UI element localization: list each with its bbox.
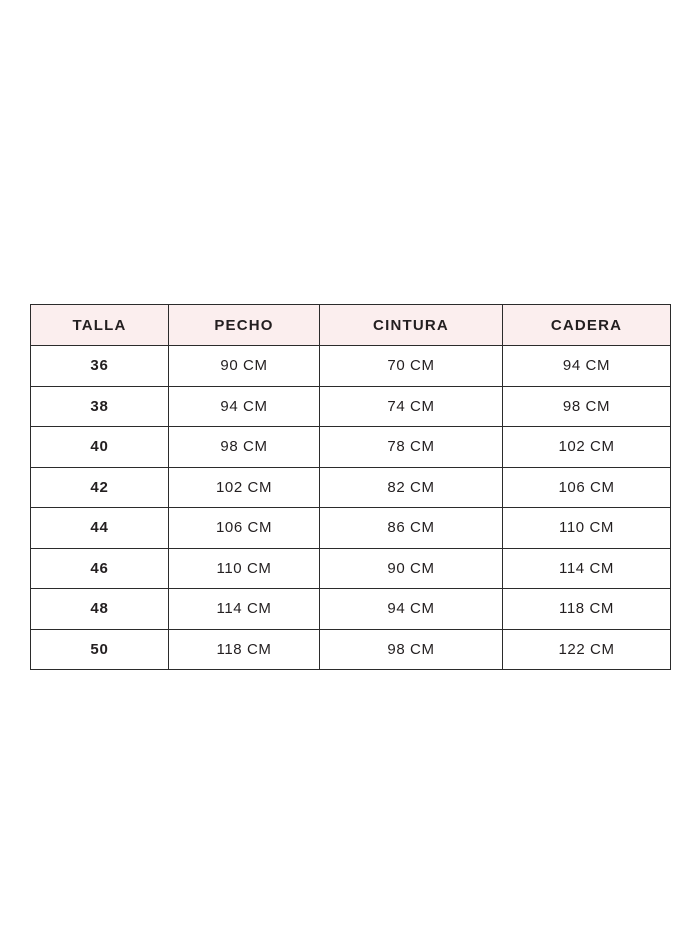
cell-talla: 44 xyxy=(31,508,169,549)
cell-pecho: 90 CM xyxy=(169,346,320,387)
size-chart-table xyxy=(30,304,671,670)
cell-cadera: 102 CM xyxy=(503,427,671,468)
cell-cintura: 98 CM xyxy=(320,629,503,670)
cell-pecho: 110 CM xyxy=(169,548,320,589)
table-row xyxy=(31,508,671,549)
cell-cintura: 82 CM xyxy=(320,467,503,508)
cell-cintura: 78 CM xyxy=(320,427,503,468)
table-header-row xyxy=(31,305,671,346)
cell-pecho: 102 CM xyxy=(169,467,320,508)
cell-cadera: 122 CM xyxy=(503,629,671,670)
table-row xyxy=(31,346,671,387)
cell-talla: 40 xyxy=(31,427,169,468)
table-row xyxy=(31,589,671,630)
table-row xyxy=(31,548,671,589)
cell-talla: 36 xyxy=(31,346,169,387)
cell-pecho: 98 CM xyxy=(169,427,320,468)
cell-cadera: 114 CM xyxy=(503,548,671,589)
cell-cadera: 98 CM xyxy=(503,386,671,427)
cell-pecho: 114 CM xyxy=(169,589,320,630)
cell-cadera: 94 CM xyxy=(503,346,671,387)
cell-cintura: 90 CM xyxy=(320,548,503,589)
column-header-cintura: CINTURA xyxy=(320,305,503,346)
cell-talla: 46 xyxy=(31,548,169,589)
table-row xyxy=(31,629,671,670)
table-row xyxy=(31,467,671,508)
size-chart-container xyxy=(30,304,670,670)
cell-cintura: 86 CM xyxy=(320,508,503,549)
cell-cadera: 118 CM xyxy=(503,589,671,630)
cell-pecho: 94 CM xyxy=(169,386,320,427)
column-header-pecho: PECHO xyxy=(169,305,320,346)
table-row xyxy=(31,386,671,427)
cell-cadera: 110 CM xyxy=(503,508,671,549)
cell-talla: 50 xyxy=(31,629,169,670)
table-row xyxy=(31,427,671,468)
cell-cintura: 94 CM xyxy=(320,589,503,630)
column-header-cadera: CADERA xyxy=(503,305,671,346)
table-header xyxy=(31,305,671,346)
column-header-talla: TALLA xyxy=(31,305,169,346)
cell-cadera: 106 CM xyxy=(503,467,671,508)
cell-talla: 48 xyxy=(31,589,169,630)
cell-cintura: 74 CM xyxy=(320,386,503,427)
cell-talla: 42 xyxy=(31,467,169,508)
cell-talla: 38 xyxy=(31,386,169,427)
cell-cintura: 70 CM xyxy=(320,346,503,387)
table-body xyxy=(31,346,671,670)
cell-pecho: 118 CM xyxy=(169,629,320,670)
cell-pecho: 106 CM xyxy=(169,508,320,549)
